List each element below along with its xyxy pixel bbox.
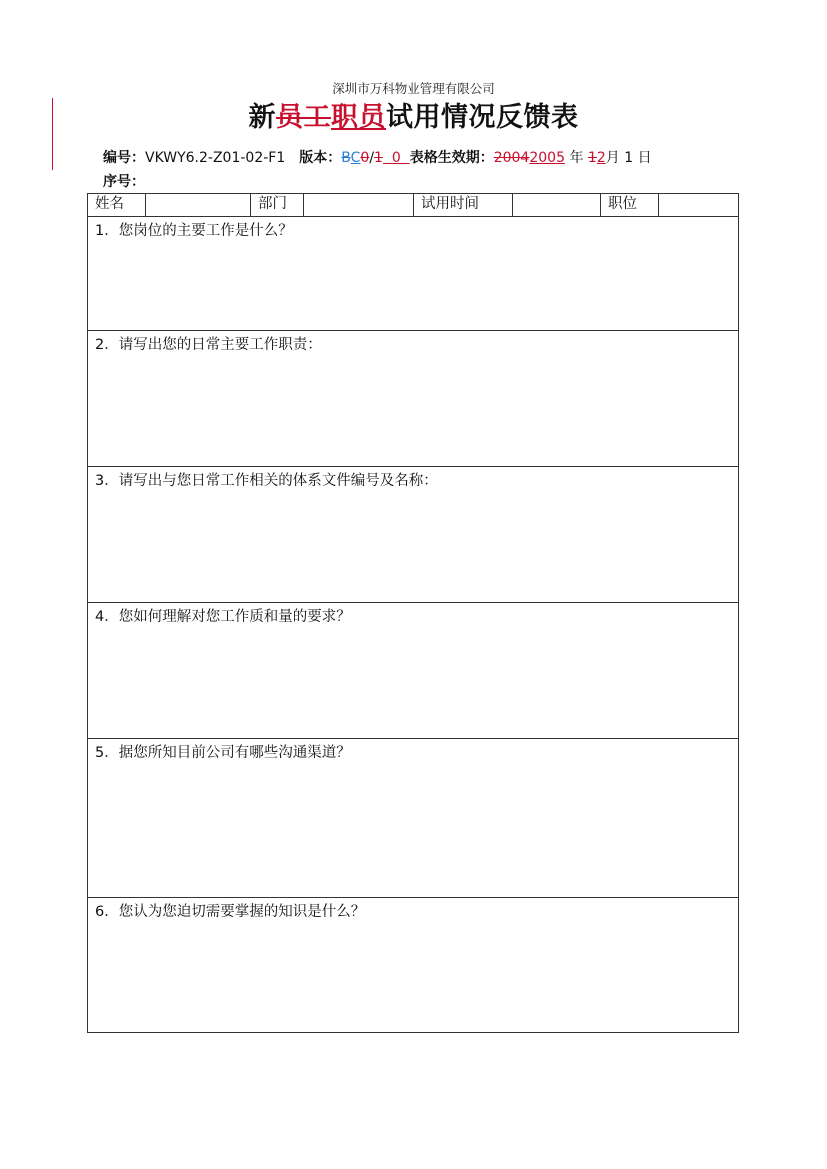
form-title: [0, 95, 827, 134]
effective-date-label: 表格生效期：: [409, 150, 494, 166]
day-unit: 日: [637, 150, 652, 166]
department-input-cell[interactable]: [304, 194, 414, 216]
name-input-cell[interactable]: [146, 194, 251, 216]
month-deleted: 1: [587, 150, 597, 166]
question-row-5[interactable]: [88, 739, 738, 898]
question-row-1[interactable]: [88, 217, 738, 331]
form-meta-line: [103, 147, 652, 167]
question-3-text: 3．请写出与您日常工作相关的体系文件编号及名称：: [95, 473, 438, 489]
probation-period-input-cell[interactable]: [513, 194, 601, 216]
day-value: 1: [624, 150, 634, 166]
version-deleted-0: 0: [360, 150, 370, 166]
version-inserted-0: [383, 150, 410, 166]
position-label-cell: 职位: [601, 194, 659, 216]
company-name: 深圳市万科物业管理有限公司: [332, 81, 495, 96]
question-row-6[interactable]: [88, 898, 738, 1032]
version-separator: /: [369, 150, 375, 166]
month-inserted: 2: [596, 150, 606, 166]
question-4-text: 4．您如何理解对您工作质和量的要求？: [95, 609, 351, 625]
feedback-form-table: [87, 193, 739, 1033]
name-label-cell: 姓名: [88, 194, 146, 216]
version-deleted-1: 1: [374, 150, 383, 166]
question-6-text: 6．您认为您迫切需要掌握的知识是什么？: [95, 904, 366, 920]
version-label: 版本：: [299, 150, 342, 166]
code-value: VKWY6.2-Z01-02-F1: [145, 150, 286, 166]
question-5-text: 5．据您所知目前公司有哪些沟通渠道？: [95, 745, 351, 761]
question-2-text: 2．请写出您的日常主要工作职责：: [95, 337, 322, 353]
year-unit: 年: [569, 150, 584, 166]
month-unit: 月: [605, 150, 620, 166]
title-prefix: 新: [248, 102, 276, 133]
question-row-2[interactable]: [88, 331, 738, 467]
position-input-cell[interactable]: [659, 194, 738, 216]
probation-period-label-cell: 试用时间: [414, 194, 513, 216]
version-inserted-c: C: [350, 150, 361, 166]
serial-number-label: 序号：: [103, 174, 145, 190]
title-deleted-text: 员工: [276, 102, 331, 133]
info-header-row: [88, 194, 738, 217]
year-deleted: 2004: [493, 150, 530, 166]
title-inserted-text: 职员: [331, 102, 386, 133]
title-suffix: 试用情况反馈表: [386, 102, 579, 133]
version-deleted-b: B: [341, 150, 351, 166]
year-inserted: 2005: [529, 150, 565, 166]
version-inserted-0-text: 0: [391, 150, 401, 166]
code-label: 编号：: [103, 150, 145, 166]
question-row-3[interactable]: [88, 467, 738, 603]
question-row-4[interactable]: [88, 603, 738, 739]
department-label-cell: 部门: [251, 194, 304, 216]
question-1-text: 1．您岗位的主要工作是什么？: [95, 223, 293, 239]
